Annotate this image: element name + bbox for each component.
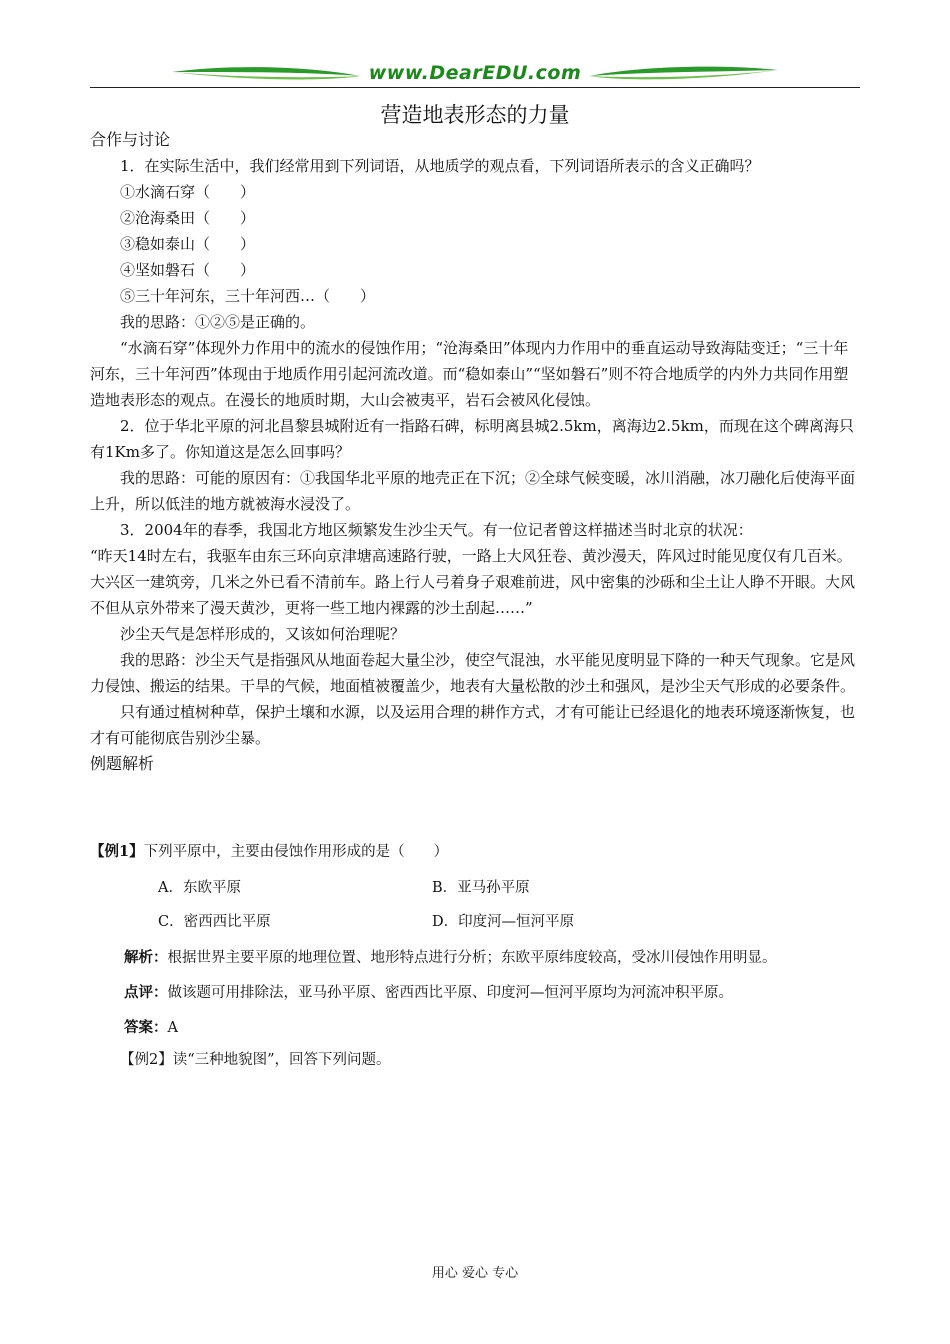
header-banner (170, 60, 780, 90)
page-title: 营造地表形态的力量 (380, 103, 570, 127)
q3-ask: 沙尘天气是怎样形成的，又该如何治理呢？ (120, 625, 406, 643)
option-b: B．亚马孙平原 (432, 880, 530, 896)
example-2-label: 【例2】 (120, 1052, 173, 1068)
site-logo-text[interactable]: www.DearEDU.com (368, 62, 582, 84)
q1-explanation: “水滴石穿”体现外力作用中的流水的侵蚀作用；“沧海桑田”体现内力作用中的垂直运动导致海陆变迁；“三十年河东，三十年河西”体现由于地质作用引起河流改道。而“稳如泰山”“坚如磐石”则不符合地质学的内外力共同作用塑造地表形态的观点。在漫长的地质时期，大山会被夷平，岩石会被风化侵蚀。 (90, 339, 849, 409)
q1-item-4: ④坚如磐石（ ） (120, 261, 256, 279)
analysis-line (124, 946, 777, 967)
question-2: 2．位于华北平原的河北昌黎县城附近有一指路石碑，标明离县城2.5km，离海边2.5km，而现在这个碑离海只有1Km多了。你知道这是怎么回事吗？ (90, 417, 854, 461)
example-1-text: 下列平原中，主要由侵蚀作用形成的是（ ） (143, 844, 449, 860)
option-c: C．密西西比平原 (158, 914, 271, 930)
q1-idea: 我的思路：①②⑤是正确的。 (120, 313, 316, 331)
comment-text: 做该题可用排除法，亚马孙平原、密西西比平原、印度河—恒河平原均为河流冲积平原。 (167, 985, 733, 1001)
option-d: D．印度河—恒河平原 (432, 914, 575, 930)
example-1-question (90, 840, 448, 861)
q1-item-5: ⑤三十年河东，三十年河西…（ ） (120, 287, 376, 305)
page-footer: 用心 爱心 专心 (431, 1266, 519, 1281)
question-3: 3．2004年的春季，我国北方地区频繁发生沙尘天气。有一位记者曾这样描述当时北京的状况： (120, 521, 753, 539)
analysis-label: 解析： (124, 949, 168, 966)
example-2-question (120, 1048, 391, 1069)
comment-label: 点评： (124, 984, 168, 1001)
q1-item-3: ③稳如泰山（ ） (120, 235, 256, 253)
example-1-label: 【例1】 (90, 843, 144, 860)
option-a: A．东欧平原 (158, 880, 241, 896)
q3-idea: 我的思路：沙尘天气是指强风从地面卷起大量尘沙，使空气混浊，水平能见度明显下降的一种天气现象。它是风力侵蚀、搬运的结果。干旱的气候，地面植被覆盖少，地表有大量松散的沙土和强风，是沙尘天气形成的必要条件。 (90, 651, 856, 695)
q3-measure: 只有通过植树种草，保护土壤和水源，以及运用合理的耕作方式，才有可能让已经退化的地表环境逐渐恢复，也才有可能彻底告别沙尘暴。 (90, 703, 856, 747)
answer-label: 答案： (124, 1019, 168, 1036)
discussion-section (90, 127, 862, 777)
section-heading-discussion: 合作与讨论 (90, 130, 171, 149)
q1-item-1: ①水滴石穿（ ） (120, 183, 256, 201)
header-divider (90, 87, 860, 88)
answer-text: A (167, 1020, 178, 1036)
comment-line (124, 981, 733, 1002)
answer-line (124, 1016, 178, 1037)
q3-quote: “昨天14时左右，我驱车由东三环向京津塘高速路行驶，一路上大风狂卷、黄沙漫天，阵风过时能见度仅有几百米。大兴区一建筑旁，几米之外已看不清前车。路上行人弓着身子艰难前进，风中密集的沙砾和尘土让人睁不开眼。大风不但从京外带来了漫天黄沙，更将一些工地内裸露的沙土刮起……” (90, 547, 856, 617)
question-1: 1．在实际生活中，我们经常用到下列词语，从地质学的观点看，下列词语所表示的含义正确吗？ (120, 157, 760, 175)
analysis-text: 根据世界主要平原的地理位置、地形特点进行分析；东欧平原纬度较高，受冰川侵蚀作用明显。 (167, 950, 777, 966)
q2-idea: 我的思路：可能的原因有：①我国华北平原的地壳正在下沉；②全球气候变暖，冰川消融，冰刀融化后使海平面上升，所以低洼的地方就被海水浸没了。 (90, 469, 856, 513)
q1-item-2: ②沧海桑田（ ） (120, 209, 256, 227)
example-2-text: 读“三种地貌图”，回答下列问题。 (172, 1052, 391, 1068)
section-heading-examples: 例题解析 (90, 754, 155, 773)
